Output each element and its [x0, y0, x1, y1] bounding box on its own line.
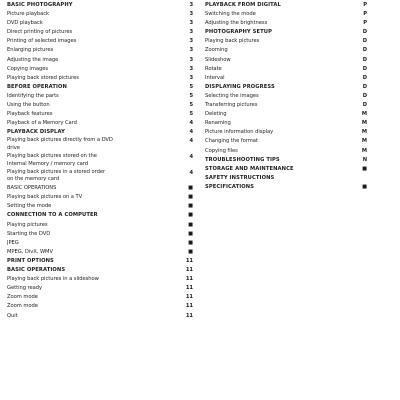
toc-entry-page-number: 3: [189, 11, 193, 18]
toc-entry: [205, 74, 367, 83]
toc-entry-page-number: 4: [189, 154, 193, 160]
toc-entry: [205, 156, 367, 165]
toc-entry: [7, 211, 193, 220]
toc-entry-title: MPEG, DivX, WMV: [7, 248, 53, 255]
toc-entry-title: Rotate: [205, 65, 222, 72]
toc-entry: [205, 174, 367, 183]
toc-entry: [205, 92, 367, 101]
toc-entry-page-number: D: [362, 74, 367, 81]
toc-entry-title: Playback of a Memory Card: [7, 120, 77, 127]
toc-entry-page-number: 11: [185, 276, 193, 283]
toc-entry-page-number: ■: [362, 183, 367, 190]
toc-entry: [7, 239, 193, 248]
toc-entry-title: Playing back pictures in a stored order on the memory card: [7, 168, 106, 183]
toc-entry: [7, 46, 193, 55]
toc-entry: [7, 92, 193, 101]
toc-entry: [7, 202, 193, 211]
toc-entry-title: PRINT OPTIONS: [7, 257, 54, 264]
toc-entry: [205, 37, 367, 46]
toc-entry-page-number: M: [361, 129, 367, 136]
toc-entry-title: SAFETY INSTRUCTIONS: [205, 174, 275, 181]
toc-entry: [7, 56, 193, 65]
toc-entry: [7, 74, 193, 83]
toc-entry: [7, 266, 193, 275]
toc-entry-title: Zoom mode: [7, 303, 38, 310]
toc-entry-page-number: 3: [189, 47, 193, 54]
toc-entry-title: BASIC OPERATIONS: [7, 185, 57, 192]
toc-entry-title: BASIC OPERATIONS: [7, 267, 66, 274]
toc-entry: [7, 275, 193, 284]
toc-entry: [205, 56, 367, 65]
toc-entry-title: Playing back pictures: [205, 38, 260, 45]
toc-entry-page-number: 3: [189, 38, 193, 45]
toc-entry-title: Starting the DVD: [7, 230, 51, 237]
toc-entry-title: Playing back pictures in a slideshow: [7, 276, 99, 283]
toc-entry-page-number: 3: [189, 20, 193, 27]
toc-entry-page-number: M: [361, 120, 367, 127]
toc-entry-page-number: 3: [189, 2, 193, 8]
toc-entry-page-number: 5: [189, 83, 193, 90]
toc-entry-title: Setting the mode: [7, 203, 52, 210]
toc-entry-page-number: ■: [188, 230, 193, 237]
toc-entry-page-number: D: [362, 65, 367, 72]
toc-entry-page-number: 5: [189, 111, 193, 118]
toc-entry-page-number: 4: [189, 120, 193, 127]
toc-entry: [7, 10, 193, 19]
toc-entry: [7, 193, 193, 202]
toc-entry-page-number: 5: [189, 92, 193, 99]
toc-entry-title: SPECIFICATIONS: [205, 183, 255, 190]
toc-entry-page-number: 11: [185, 303, 193, 310]
toc-entry-page-number: 4: [189, 169, 193, 176]
toc-entry-title: Using the button: [7, 102, 50, 109]
toc-entry-page-number: 5: [189, 102, 193, 109]
toc-entry-page-number: ■: [188, 221, 193, 228]
toc-entry-title: Switching the mode: [205, 11, 256, 18]
toc-entry-page-number: D: [362, 47, 367, 54]
toc-entry-title: Playing back pictures on a TV: [7, 194, 83, 201]
toc-entry: [205, 128, 367, 137]
toc-entry-title: Copying images: [7, 65, 48, 72]
toc-entry-page-number: 3: [189, 74, 193, 81]
toc-entry-page-number: 4: [189, 129, 193, 136]
toc-entry-page-number: ■: [188, 203, 193, 210]
toc-entry-page-number: P: [363, 11, 367, 18]
toc-entry-title: Playing back pictures directly from a DVD drive: [7, 137, 113, 152]
toc-entry: [7, 284, 193, 293]
toc-entry-title: Zooming: [205, 47, 228, 54]
toc-right-column: [205, 1, 367, 192]
toc-entry-page-number: D: [362, 29, 367, 36]
toc-entry: [205, 10, 367, 19]
toc-entry-page-number: 11: [185, 294, 193, 301]
toc-entry: [205, 137, 367, 146]
toc-entry-title: Deleting: [205, 111, 227, 118]
toc-entry-page-number: ■: [188, 194, 193, 201]
toc-entry-page-number: M: [361, 147, 367, 154]
toc-entry-page-number: ■: [188, 248, 193, 255]
toc-entry: [7, 169, 193, 185]
toc-entry: [7, 110, 193, 119]
toc-entry-title: Quit: [7, 312, 18, 319]
toc-entry-title: Picture information display: [205, 129, 274, 136]
toc-entry-title: JPEG: [7, 239, 19, 246]
toc-entry-title: Playing back stored pictures: [7, 74, 79, 81]
toc-entry-title: Interval: [205, 74, 225, 81]
toc-entry: [205, 28, 367, 37]
toc-entry-page-number: 4: [189, 138, 193, 145]
toc-entry-page-number: D: [362, 102, 367, 109]
toc-entry-page-number: D: [362, 56, 367, 63]
toc-entry-title: Playing back pictures stored on the Internal Memory / memory card: [7, 153, 97, 167]
toc-entry-title: Direct printing of pictures: [7, 29, 73, 36]
toc-entry: [205, 83, 367, 92]
toc-entry-page-number: 11: [185, 285, 193, 292]
toc-entry: [7, 83, 193, 92]
toc-entry-title: PLAYBACK DISPLAY: [7, 129, 65, 136]
toc-entry-title: Changing the format: [205, 138, 258, 145]
toc-entry: [205, 183, 367, 192]
toc-entry-page-number: ■: [188, 212, 193, 219]
toc-entry-page-number: M: [361, 138, 367, 145]
toc-entry: [7, 128, 193, 137]
toc-entry-title: TROUBLESHOOTING TIPS: [205, 156, 280, 163]
toc-entry: [7, 184, 193, 193]
toc-entry-title: Adjusting the image: [7, 56, 59, 63]
toc-entry-title: Getting ready: [7, 285, 43, 292]
toc-entry: [205, 165, 367, 174]
toc-entry-page-number: M: [361, 111, 367, 118]
toc-entry-title: BEFORE OPERATION: [7, 83, 67, 90]
toc-entry: [205, 119, 367, 128]
toc-entry-page-number: P: [363, 20, 367, 27]
toc-entry-title: Copying files: [205, 147, 238, 154]
toc-entry-page-number: P: [363, 2, 367, 8]
toc-entry: [205, 110, 367, 119]
toc-entry: [7, 248, 193, 257]
toc-entry-title: PHOTOGRAPHY SETUP: [205, 29, 273, 36]
toc-entry-page-number: D: [362, 38, 367, 45]
toc-entry: [7, 302, 193, 311]
toc-entry-page-number: ■: [188, 239, 193, 246]
toc-entry: [7, 221, 193, 230]
toc-entry-title: CONNECTION TO A COMPUTER: [7, 212, 98, 219]
toc-entry-title: Renaming: [205, 120, 231, 127]
toc-entry-title: Selecting the images: [205, 92, 259, 99]
toc-left-column: [7, 1, 193, 321]
toc-entry-title: Playing pictures: [7, 221, 48, 228]
toc-entry: [205, 101, 367, 110]
toc-entry-title: Transferring pictures: [205, 102, 258, 109]
toc-entry: [7, 19, 193, 28]
toc-entry-title: Enlarging pictures: [7, 47, 54, 54]
toc-entry-title: Slideshow: [205, 56, 231, 63]
toc-entry: [7, 230, 193, 239]
toc-entry-page-number: 11: [185, 267, 193, 274]
toc-entry: [7, 37, 193, 46]
toc-entry-title: PLAYBACK FROM DIGITAL: [205, 2, 281, 8]
toc-entry-page-number: ■: [362, 165, 367, 172]
toc-entry: [205, 1, 367, 10]
toc-entry-title: Adjusting the brightness: [205, 20, 268, 27]
toc-entry: [7, 101, 193, 110]
toc-entry: [7, 65, 193, 74]
toc-entry: [205, 147, 367, 156]
toc-entry-page-number: 3: [189, 29, 193, 36]
toc-entry: [7, 119, 193, 128]
toc-entry: [7, 153, 193, 169]
toc-entry: [7, 28, 193, 37]
toc-entry-title: Playback features: [7, 111, 53, 118]
toc-entry-title: Identifying the parts: [7, 92, 59, 99]
toc-entry: [205, 46, 367, 55]
toc-entry-title: DVD playback: [7, 20, 43, 27]
toc-entry-title: Printing of selected images: [7, 38, 77, 45]
toc-entry-page-number: 3: [189, 65, 193, 72]
toc-entry-page-number: ■: [188, 185, 193, 192]
toc-entry-title: Picture playback: [7, 11, 49, 18]
toc-entry: [7, 257, 193, 266]
toc-entry: [205, 19, 367, 28]
toc-entry-title: STORAGE AND MAINTENANCE: [205, 165, 294, 172]
toc-entry-page-number: 11: [185, 257, 193, 264]
toc-entry-page-number: D: [362, 83, 367, 90]
toc-entry-page-number: D: [362, 92, 367, 99]
toc-entry: [7, 137, 193, 153]
toc-entry-page-number: 3: [189, 56, 193, 63]
toc-entry-title: Zoom mode: [7, 294, 38, 301]
toc-entry: [7, 312, 193, 321]
toc-entry: [205, 65, 367, 74]
toc-entry: [7, 293, 193, 302]
toc-entry-page-number: N: [362, 156, 367, 163]
toc-entry-title: DISPLAYING PROGRESS: [205, 83, 275, 90]
toc-entry: [7, 1, 193, 10]
toc-entry-title: BASIC PHOTOGRAPHY: [7, 2, 73, 8]
toc-entry-page-number: 11: [185, 312, 193, 319]
